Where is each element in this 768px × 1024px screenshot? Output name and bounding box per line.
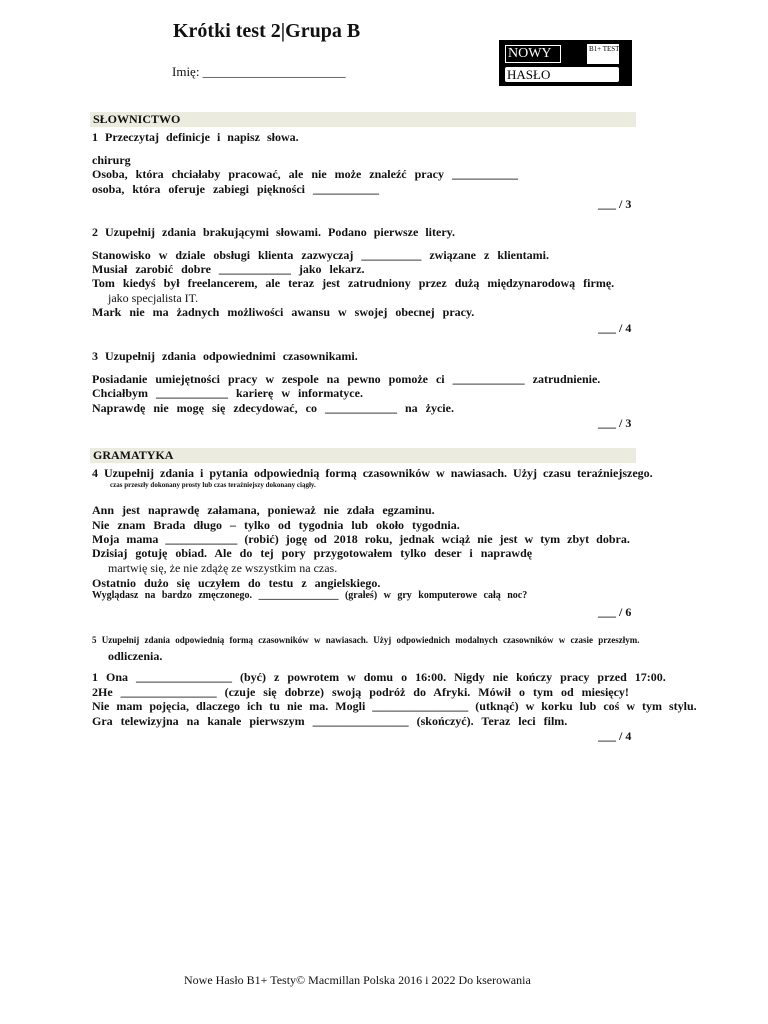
- task-2-line: Stanowisko w dziale obsługi klienta zazwyczaj __________ związane z klientami.: [92, 248, 549, 262]
- task-4-line: Nie znam Brada długo – tylko od tygodnia lub około tygodnia.: [92, 518, 460, 532]
- task-4-line: martwię się, że nie zdążę ze wszystkim na czas.: [108, 561, 338, 575]
- task-3-line: Posiadanie umiejętności pracy w zespole na pewno pomoże ci ____________ zatrudnienie.: [92, 372, 601, 386]
- task-4-line: Ann jest naprawdę załamana, ponieważ nie zdała egzaminu.: [92, 503, 435, 517]
- task-5-score: ___ / 4: [598, 729, 632, 743]
- task-2-line: Musiał zarobić dobre ____________ jako lekarz.: [92, 262, 365, 276]
- logo-nowy: NOWY: [505, 45, 561, 63]
- task-4-score: ___ / 6: [598, 605, 632, 619]
- task-3-instruction: 3 Uzupełnij zdania odpowiednimi czasownikami.: [92, 349, 358, 363]
- task-4-instruction: 4 Uzupełnij zdania i pytania odpowiednią formą czasowników w nawiasach. Użyj czasu teraźniejszego.: [92, 466, 653, 480]
- task-3-line: Chciałbym ____________ karierę w informatyce.: [92, 386, 363, 400]
- nowe-haslo-logo: [499, 40, 632, 86]
- task-2-line: Mark nie ma żadnych możliwości awansu w swojej obecnej pracy.: [92, 305, 475, 319]
- task-4-line: Wyglądasz na bardzo zmęczonego. ________________ (grałeś) w gry komputerowe całą noc?: [92, 590, 528, 601]
- task-1-instruction: 1 Przeczytaj definicje i napisz słowa.: [92, 130, 299, 144]
- task-5-line: 1 Ona ________________ (być) z powrotem w domu o 16:00. Nigdy nie kończy pracy przed 17:00.: [92, 670, 666, 684]
- task-5-line: 2He ________________ (czuje się dobrze) swoją podróż do Afryki. Mówił o tym od miesięcy!: [92, 685, 629, 699]
- task-5-line: Nie mam pojęcia, dlaczego ich tu nie ma. Mogli ________________ (utknąć) w korku lub coś w tym stylu.: [92, 699, 697, 713]
- task-1-line: Osoba, która chciałaby pracować, ale nie może znaleźć pracy ___________: [92, 167, 518, 181]
- task-4-line: Ostatnio dużo się uczyłem do testu z angielskiego.: [92, 576, 381, 590]
- task-4-line: Dzisiaj gotuję obiad. Ale do tej pory przygotowałem tylko deser i naprawdę: [92, 546, 533, 560]
- task-1-score: ___ / 3: [598, 197, 632, 211]
- page-title: Krótki test 2|Grupa B: [173, 20, 361, 42]
- task-2-score: ___ / 4: [598, 321, 632, 335]
- logo-haslo: HASŁO: [505, 67, 619, 82]
- task-2-instruction: 2 Uzupełnij zdania brakującymi słowami. Podano pierwsze litery.: [92, 225, 455, 239]
- task-2-line: Tom kiedyś był freelancerem, ale teraz jest zatrudniony przez dużą międzynarodową firmę.: [92, 276, 615, 290]
- name-field-label: Imię: ______________________: [172, 64, 346, 79]
- task-4-hint: czas przeszły dokonany prosty lub czas teraźniejszy dokonany ciągły.: [110, 481, 316, 489]
- logo-level: B1+ TESTY: [587, 44, 619, 64]
- task-5-instruction-cont: odliczenia.: [108, 649, 163, 663]
- footer-copyright: Nowe Hasło B1+ Testy© Macmillan Polska 2016 i 2022 Do kserowania: [184, 973, 531, 987]
- task-5-instruction: 5 Uzupełnij zdania odpowiednią formą czasowników w nawiasach. Użyj odpowiednich modalnych czasowników w czasie przeszłym.: [92, 635, 640, 645]
- section-grammar: GRAMATYKA: [90, 448, 636, 463]
- task-3-score: ___ / 3: [598, 416, 632, 430]
- task-4-line: Moja mama ____________ (robić) jogę od 2018 roku, jednak wciąż nie jest w tym zbyt dobra.: [92, 532, 630, 546]
- task-2-line: jako specjalista IT.: [108, 291, 199, 305]
- task-1-line: osoba, która oferuje zabiegi piękności ___________: [92, 182, 379, 196]
- section-vocabulary: SŁOWNICTWO: [90, 112, 636, 127]
- task-3-line: Naprawdę nie mogę się zdecydować, co ____________ na życie.: [92, 401, 454, 415]
- task-5-line: Gra telewizyjna na kanale pierwszym ________________ (skończyć). Teraz leci film.: [92, 714, 568, 728]
- task-1-line: chirurg: [92, 153, 131, 167]
